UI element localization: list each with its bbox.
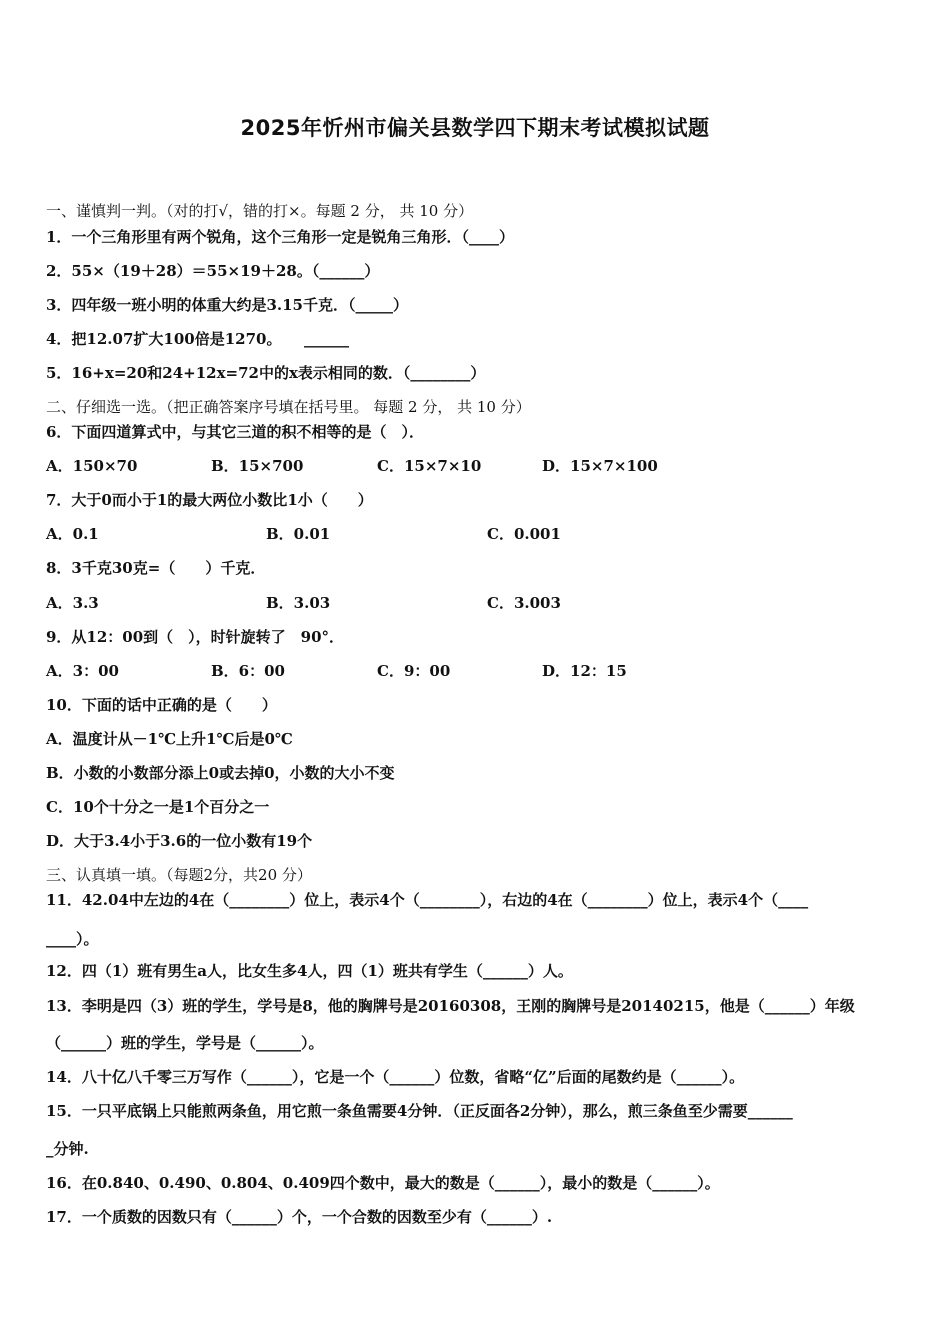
q9-option-d: D．12：15 [542, 662, 627, 680]
q8-option-a: A．3.3 [46, 594, 99, 612]
question-15-cont: _分钟. [46, 1140, 89, 1158]
q10-option-d: D．大于3.4小于3.6的一位小数有19个 [46, 832, 313, 850]
question-3: 3．四年级一班小明的体重大约是3.15千克．（_____） [46, 296, 408, 314]
question-14: 14．八十亿八千零三万写作（______），它是一个（______）位数，省略“亿”后面的尾数约是（______）。 [46, 1068, 745, 1086]
question-11-cont: ____）。 [46, 930, 99, 948]
q8-option-c: C．3.003 [487, 594, 561, 612]
question-9: 9．从12：00到（ ），时针旋转了 90°． [46, 628, 345, 646]
question-16: 16．在0.840、0.490、0.804、0.409四个数中，最大的数是（______），最小的数是（______）。 [46, 1174, 720, 1192]
section2-heading: 二、仔细选一选。（把正确答案序号填在括号里。 每题 2 分， 共 10 分） [46, 398, 531, 416]
question-1: 1．一个三角形里有两个锐角，这个三角形一定是锐角三角形．（____） [46, 228, 514, 246]
q6-option-b: B．15×700 [211, 457, 304, 475]
q7-option-b: B．0.01 [266, 525, 331, 543]
question-17: 17．一个质数的因数只有（______）个，一个合数的因数至少有（______）. [46, 1208, 553, 1226]
question-6: 6．下面四道算式中，与其它三道的积不相等的是（ ）． [46, 423, 424, 441]
question-11: 11．42.04中左边的4在（________）位上，表示4个（________），右边的4在（________）位上，表示4个（____ [46, 891, 809, 909]
page-title: 2025年忻州市偏关县数学四下期末考试模拟试题 [240, 116, 710, 140]
q10-option-a: A．温度计从－1℃上升1℃后是0℃ [46, 730, 293, 748]
q6-option-a: A．150×70 [46, 457, 138, 475]
q9-option-b: B．6：00 [211, 662, 285, 680]
question-10: 10．下面的话中正确的是（ ） [46, 696, 277, 714]
question-15: 15．一只平底锅上只能煎两条鱼，用它煎一条鱼需要4分钟．（正反面各2分钟），那么，煎三条鱼至少需要______ [46, 1102, 793, 1120]
section1-heading: 一、谨慎判一判。（对的打√，错的打×。每题 2 分， 共 10 分） [46, 202, 474, 220]
question-13: 13．李明是四（3）班的学生，学号是8，他的胸牌号是20160308，王刚的胸牌号是20140215，他是（______）年级 [46, 997, 855, 1015]
question-5: 5．16+x=20和24+12x=72中的x表示相同的数．（________） [46, 364, 486, 382]
section3-heading: 三、认真填一填。（每题2分，共20 分） [46, 866, 312, 884]
q6-option-d: D．15×7×100 [542, 457, 658, 475]
q6-option-c: C．15×7×10 [377, 457, 482, 475]
question-8: 8．3千克30克=（ ）千克． [46, 559, 266, 577]
question-4: 4．把12.07扩大100倍是1270。 ______ [46, 330, 349, 348]
q10-option-c: C．10个十分之一是1个百分之一 [46, 798, 270, 816]
question-13-cont: （______）班的学生，学号是（______）。 [46, 1034, 324, 1052]
question-7: 7．大于0而小于1的最大两位小数比1小（ ） [46, 491, 373, 509]
q9-option-c: C．9：00 [377, 662, 451, 680]
q7-option-c: C．0.001 [487, 525, 561, 543]
question-12: 12．四（1）班有男生a人，比女生多4人，四（1）班共有学生（______）人。 [46, 962, 573, 980]
q8-option-b: B．3.03 [266, 594, 331, 612]
question-2: 2．55×（19＋28）＝55×19＋28。（______） [46, 262, 380, 280]
q7-option-a: A．0.1 [46, 525, 99, 543]
q10-option-b: B．小数的小数部分添上0或去掉0，小数的大小不变 [46, 764, 395, 782]
q9-option-a: A．3：00 [46, 662, 119, 680]
